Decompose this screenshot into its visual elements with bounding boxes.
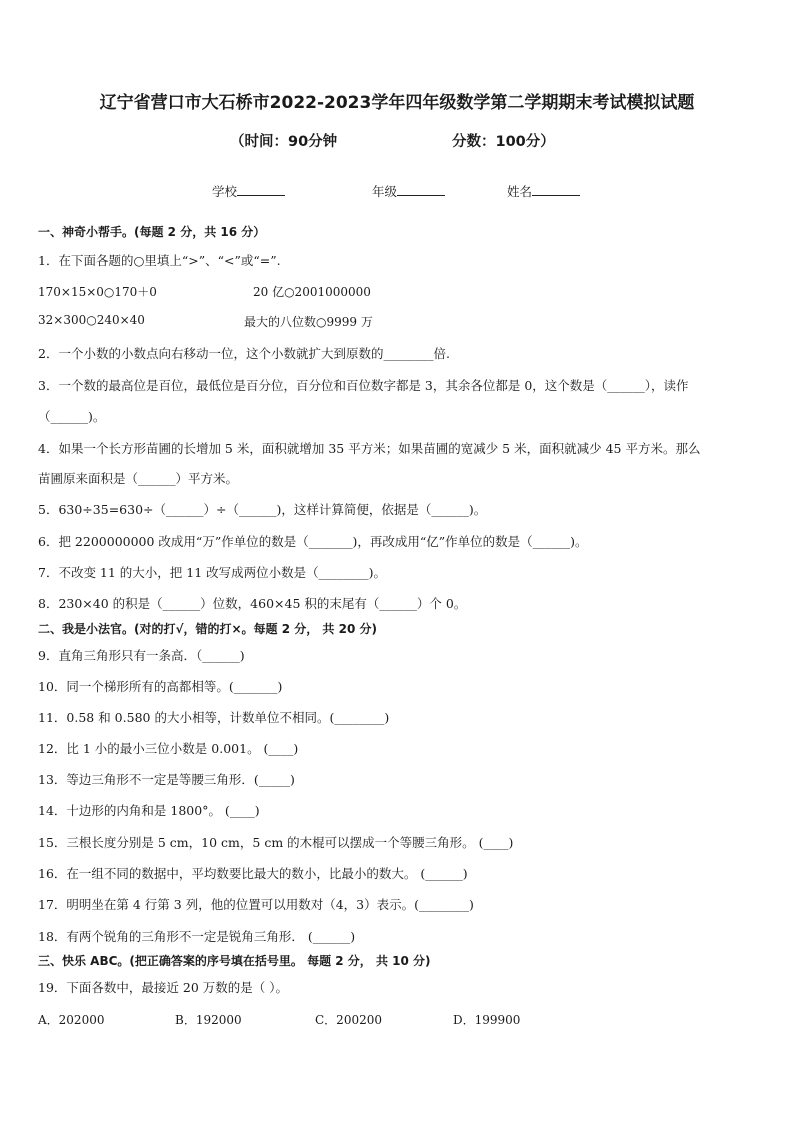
question-3-line-1: 3．一个数的最高位是百位，最低位是百分位，百分位和百位数字都是 3，其余各位都是 0，这个数是（______），读作 [38,378,689,393]
grade-label: 年级 [372,184,398,199]
q19-option-c: C．200200 [315,1013,382,1027]
question-18: 18．有两个锐角的三角形不一定是锐角三角形． (______) [38,929,356,944]
question-10: 10．同一个梯形所有的高都相等。(_______) [38,679,283,694]
question-8: 8．230×40 的积是（______）位数，460×45 积的末尾有（______）个 0。 [38,596,467,611]
question-7: 7．不改变 11 的大小，把 11 改写成两位小数是（________)。 [38,565,387,580]
question-5: 5．630÷35=630÷（______）÷（______)，这样计算简便，依据是（______)。 [38,502,487,517]
exam-subtitle [230,130,555,151]
section-1-heading: 一、神奇小帮手。(每题 2 分，共 16 分） [38,225,266,239]
exam-title: 辽宁省营口市大石桥市2022-2023学年四年级数学第二学期期末考试模拟试题 [99,93,695,113]
q1-item-2: 20 亿○2001000000 [253,285,371,299]
school-blank[interactable] [237,182,285,196]
question-1: 1．在下面各题的○里填上“>”、“<”或“=”. [38,253,281,268]
name-label: 姓名 [507,184,533,199]
question-19: 19．下面各数中，最接近 20 万数的是（ ）。 [38,980,288,995]
name-field[interactable] [507,182,580,200]
student-info-fields [0,182,794,202]
q19-option-b: B．192000 [175,1013,242,1027]
question-6: 6．把 2200000000 改成用“万”作单位的数是（_______)，再改成用“亿”作单位的数是（______)。 [38,534,588,549]
question-9: 9．直角三角形只有一条高．（______) [38,648,245,663]
question-2: 2．一个小数的小数点向右移动一位，这个小数就扩大到原数的________倍. [38,346,450,361]
q1-item-3: 32×300○240×40 [38,313,145,327]
question-17: 17．明明坐在第 4 行第 3 列，他的位置可以用数对（4，3）表示。(________) [38,897,474,912]
q1-item-1: 170×15×0○170＋0 [38,285,157,299]
question-11: 11．0.58 和 0.580 的大小相等，计数单位不相同。(________) [38,710,390,725]
school-field[interactable] [212,182,285,200]
question-4-line-1: 4．如果一个长方形苗圃的长增加 5 米，面积就增加 35 平方米；如果苗圃的宽减少 5 米，面积就减少 45 平方米。那么 [38,441,701,456]
grade-field[interactable] [372,182,445,200]
q1-item-4: 最大的八位数○9999 万 [244,315,373,329]
school-label: 学校 [212,184,238,199]
name-blank[interactable] [532,182,580,196]
section-3-heading: 三、快乐 ABC。(把正确答案的序号填在括号里。 每题 2 分， 共 10 分) [38,954,431,968]
question-13: 13．等边三角形不一定是等腰三角形．(_____) [38,772,295,787]
q19-option-d: D．199900 [453,1013,521,1027]
section-2-heading: 二、我是小法官。(对的打√，错的打×。每题 2 分， 共 20 分) [38,622,377,636]
time-limit: （时间：90分钟 [230,134,338,150]
total-score: 分数：100分） [452,134,555,150]
question-15: 15．三根长度分别是 5 cm，10 cm，5 cm 的木棍可以摆成一个等腰三角形。 (____) [38,835,514,850]
question-4-line-2: 苗圃原来面积是（______）平方米。 [38,471,239,486]
q19-option-a: A．202000 [38,1013,105,1027]
question-3-line-2: （______)。 [38,409,106,424]
question-12: 12．比 1 小的最小三位小数是 0.001。 (____) [38,741,299,756]
grade-blank[interactable] [397,182,445,196]
question-16: 16．在一组不同的数据中，平均数要比最大的数小，比最小的数大。 (______) [38,866,468,881]
question-14: 14．十边形的内角和是 1800°。 (____) [38,803,260,818]
